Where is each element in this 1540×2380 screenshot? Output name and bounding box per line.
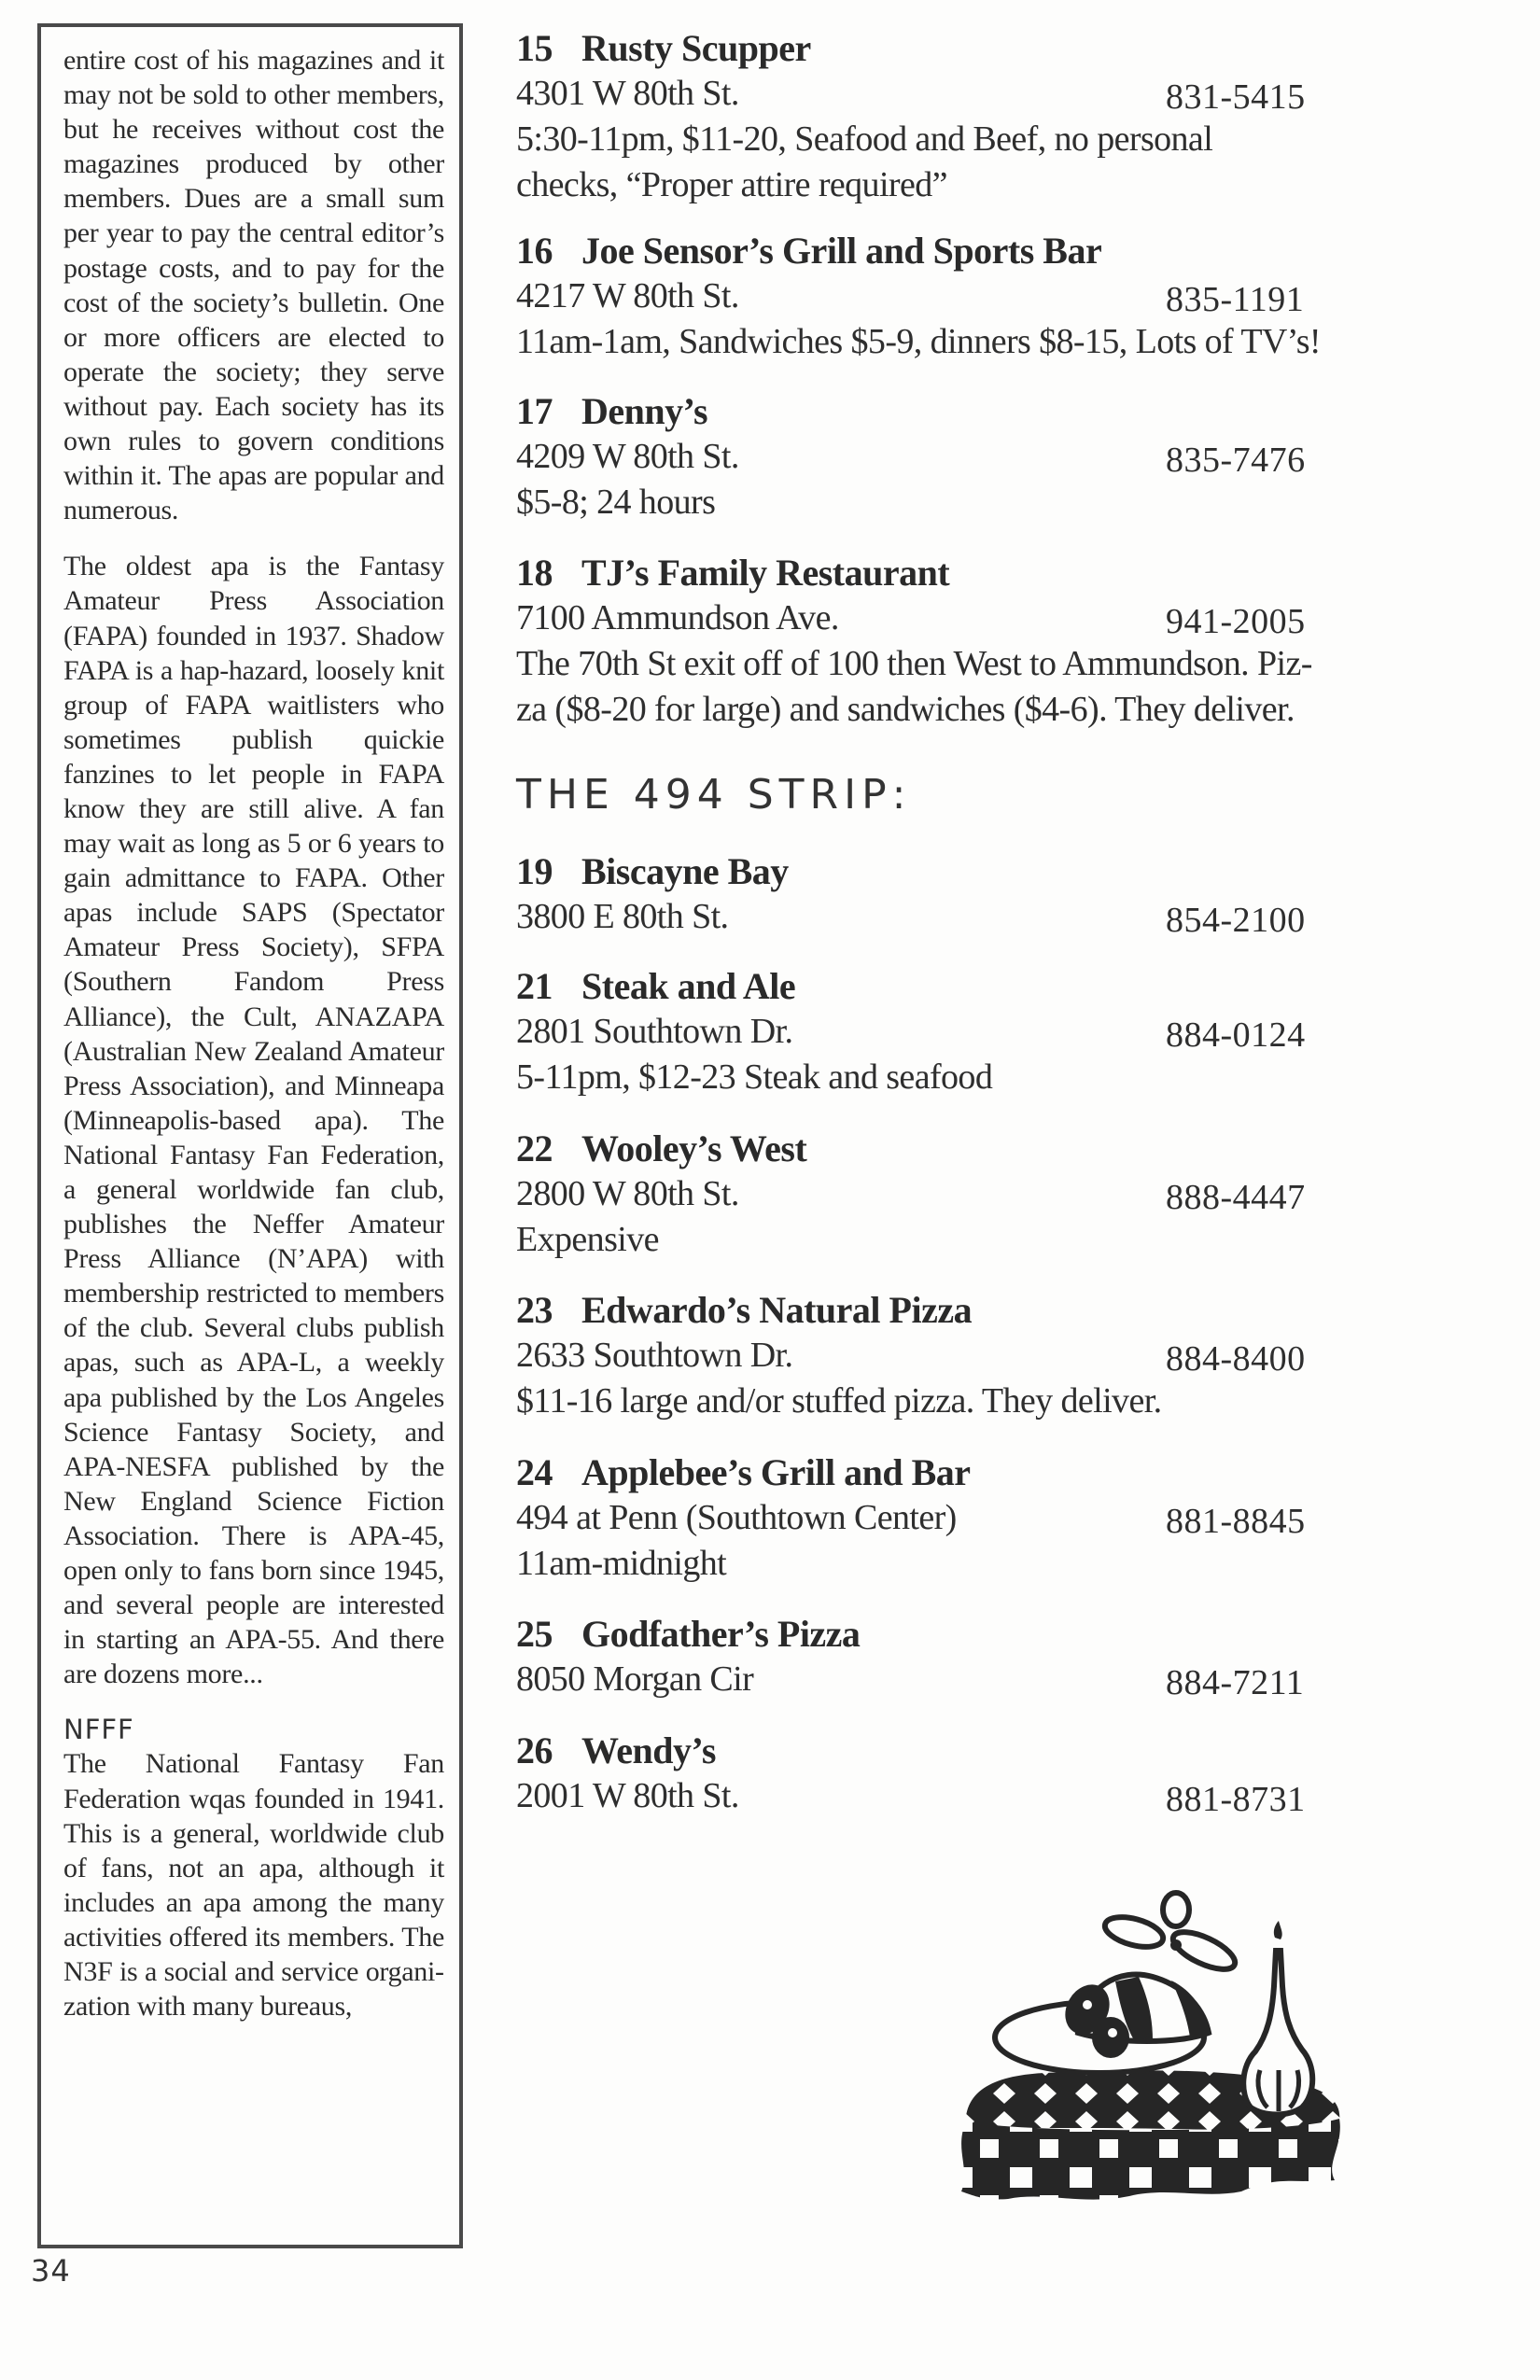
listing-entry bbox=[516, 389, 1412, 525]
entry-name: Edwardo’s Natural Pizza bbox=[581, 1289, 973, 1331]
entry-number: 17 bbox=[516, 390, 553, 432]
entry-note: 5:30-11pm, $11-20, Seafood and Beef, no personal bbox=[516, 119, 1213, 159]
entry-name: Joe Sensor’s Grill and Sports Bar bbox=[581, 230, 1102, 272]
entry-title bbox=[516, 229, 1412, 273]
entry-title bbox=[516, 551, 1412, 595]
entry-address: 2001 W 80th St. bbox=[516, 1776, 739, 1815]
entry-note: $5-8; 24 hours bbox=[516, 483, 716, 522]
entry-phone: 831-5415 bbox=[1166, 77, 1306, 117]
entry-number: 15 bbox=[516, 27, 553, 69]
entry-address-row bbox=[516, 1657, 1412, 1702]
entry-number: 24 bbox=[516, 1451, 553, 1493]
listing-entry bbox=[516, 1450, 1412, 1587]
entry-number: 16 bbox=[516, 230, 553, 272]
entry-name: Applebee’s Grill and Bar bbox=[581, 1451, 971, 1493]
entry-title bbox=[516, 1729, 1412, 1773]
entry-address: 494 at Penn (Southtown Center) bbox=[516, 1498, 957, 1537]
entry-title bbox=[516, 1127, 1412, 1171]
entry-number: 18 bbox=[516, 552, 553, 594]
entry-address-row bbox=[516, 595, 1412, 641]
entry-title bbox=[516, 389, 1412, 434]
entry-note: Expensive bbox=[516, 1220, 659, 1259]
entry-phone: 881-8845 bbox=[1166, 1502, 1306, 1541]
entry-address-row bbox=[516, 894, 1412, 940]
entry-title bbox=[516, 1612, 1412, 1657]
entry-name: Wooley’s West bbox=[581, 1127, 807, 1169]
listing-entry bbox=[516, 1288, 1412, 1424]
entry-phone: 884-0124 bbox=[1166, 1015, 1306, 1055]
entry-address: 4209 W 80th St. bbox=[516, 437, 739, 476]
entry-phone: 884-8400 bbox=[1166, 1339, 1306, 1379]
entry-number: 23 bbox=[516, 1289, 553, 1331]
listing-entry bbox=[516, 1729, 1412, 1819]
entry-address: 2800 W 80th St. bbox=[516, 1174, 739, 1213]
entry-address: 2633 Southtown Dr. bbox=[516, 1336, 793, 1375]
entry-address: 8050 Morgan Cir bbox=[516, 1659, 754, 1699]
entry-phone: 835-1191 bbox=[1166, 280, 1305, 319]
entry-address-row bbox=[516, 1773, 1412, 1819]
entry-number: 21 bbox=[516, 965, 553, 1007]
entry-address-row bbox=[516, 1495, 1412, 1541]
listing-entry bbox=[516, 964, 1412, 1100]
sidebar-paragraph: entire cost of his magazines and it may not be sold to other members, but he receives without cost the magazines produced by other members. Dues are a small sum per year to pay the central editor’s postage costs, and to pay for the cost of the society’s bulletin. One or more officers are elected to operate the society; they serve without pay. Each society has its own rules to govern conditions within it. The apas are popular and numerous. bbox=[63, 45, 444, 526]
entry-title bbox=[516, 964, 1412, 1009]
entry-address: 2801 Southtown Dr. bbox=[516, 1012, 793, 1051]
entry-address-row bbox=[516, 434, 1412, 480]
entry-name: Denny’s bbox=[581, 390, 708, 432]
entry-phone: 888-4447 bbox=[1166, 1178, 1306, 1217]
entry-name: TJ’s Family Restaurant bbox=[581, 552, 950, 594]
propeller-beanie-on-checkered-table-icon bbox=[943, 1883, 1353, 2205]
entry-phone: 941-2005 bbox=[1166, 602, 1306, 641]
entry-name: Steak and Ale bbox=[581, 965, 796, 1007]
entry-title bbox=[516, 849, 1412, 894]
entry-note: checks, “Proper attire required” bbox=[516, 165, 947, 204]
entry-address-row bbox=[516, 273, 1412, 319]
entry-address: 4301 W 80th St. bbox=[516, 74, 739, 113]
entry-note: za ($8-20 for large) and sandwiches ($4-6). They deliver. bbox=[516, 690, 1295, 729]
entry-note: 11am-midnight bbox=[516, 1544, 727, 1583]
listing-entry bbox=[516, 849, 1412, 940]
entry-address: 3800 E 80th St. bbox=[516, 897, 729, 936]
entry-number: 25 bbox=[516, 1613, 553, 1655]
entry-note: The 70th St exit off of 100 then West to Ammundson. Piz- bbox=[516, 644, 1312, 683]
entry-address: 7100 Ammundson Ave. bbox=[516, 598, 839, 637]
entry-name: Wendy’s bbox=[581, 1729, 716, 1771]
entry-note: $11-16 large and/or stuffed pizza. They deliver. bbox=[516, 1381, 1162, 1421]
page-number: 34 bbox=[31, 2253, 71, 2289]
listing-entry bbox=[516, 551, 1412, 733]
listing-entry bbox=[516, 26, 1412, 208]
entry-title bbox=[516, 26, 1412, 71]
entry-phone: 881-8731 bbox=[1166, 1780, 1306, 1819]
entry-name: Rusty Scupper bbox=[581, 27, 811, 69]
entry-address-row bbox=[516, 71, 1412, 117]
listing-entry bbox=[516, 1127, 1412, 1263]
entry-note: 5-11pm, $12-23 Steak and seafood bbox=[516, 1057, 993, 1097]
entry-phone: 854-2100 bbox=[1166, 901, 1306, 940]
entry-title bbox=[516, 1450, 1412, 1495]
entry-name: Godfather’s Pizza bbox=[581, 1613, 861, 1655]
entry-address-row bbox=[516, 1171, 1412, 1217]
sidebar-section-paragraph: The National Fantasy Fan Federation wqas founded in 1941. This is a general, worldwide club of fans, not an apa, although it includes an apa among the many activities offered its members. The N3F is a social and service organization with many bureaus, bbox=[63, 1748, 444, 2023]
entry-address: 4217 W 80th St. bbox=[516, 276, 739, 315]
entry-title bbox=[516, 1288, 1412, 1333]
sidebar-section-heading: NFFF bbox=[63, 1714, 134, 1746]
entry-phone: 835-7476 bbox=[1166, 441, 1306, 480]
sidebar-article bbox=[63, 43, 444, 2045]
entry-number: 26 bbox=[516, 1729, 553, 1771]
listing-entry bbox=[516, 1612, 1412, 1702]
sidebar-paragraph: The oldest apa is the Fantasy Amateur Press Association (FAPA) founded in 1937. Shadow FAPA is a hap-hazard, loosely knit group of FAPA waitlisters who sometimes publish quickie fanzines to let people in FAPA know they are still alive. A fan may wait as long as 5 or 6 years to gain admittance to FAPA. Other apas include SAPS (Spectator Amateur Press Society), SFPA (Southern Fandom Press Alliance), the Cult, ANAZAPA (Australian New Zealand Amateur Press Association), and Minneapa (Minneapolis-based apa). The National Fantasy Fan Federation, a general worldwide fan club, publishes the Neffer Amateur Press Alliance (N’APA) with membership restricted to members of the club. Several clubs publish apas, such as APA-L, a weekly apa published by the Los Angeles Science Fantasy Society, and APA-NESFA published by the New England Science Fiction Association. There is APA-45, open only to fans born since 1945, and several people are interested in starting an APA-55. And there are dozens more... bbox=[63, 551, 444, 1690]
entry-address-row bbox=[516, 1009, 1412, 1055]
entry-name: Biscayne Bay bbox=[581, 850, 789, 892]
entry-address-row bbox=[516, 1333, 1412, 1379]
entry-note: 11am-1am, Sandwiches $5-9, dinners $8-15, Lots of TV’s! bbox=[516, 322, 1321, 361]
entry-number: 22 bbox=[516, 1127, 553, 1169]
entry-phone: 884-7211 bbox=[1166, 1663, 1305, 1702]
section-heading: THE 494 STRIP: bbox=[516, 771, 912, 819]
listing-entry bbox=[516, 229, 1412, 365]
entry-number: 19 bbox=[516, 850, 553, 892]
